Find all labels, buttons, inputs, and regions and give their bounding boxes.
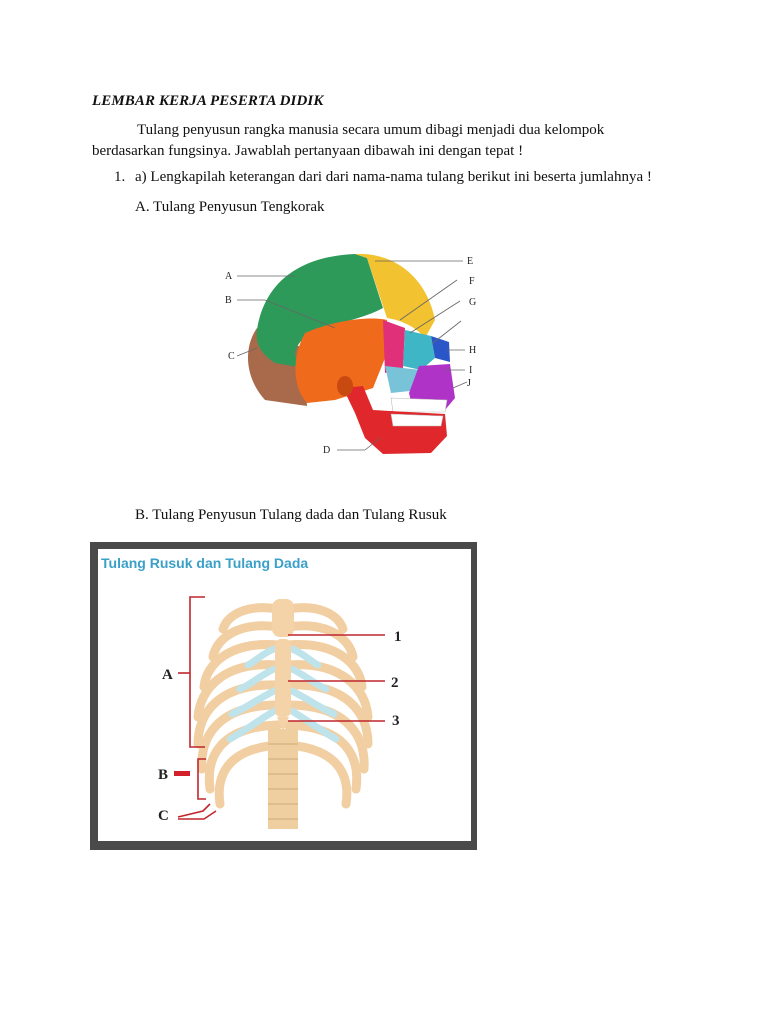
intro-line-1: Tulang penyusun rangka manusia secara umum dibagi menjadi dua kelompok: [137, 122, 605, 138]
question-text: a) Lengkapilah keterangan dari dari nama-nama tulang berikut ini beserta jumlahnya !: [135, 169, 652, 185]
skull-label-i: I: [469, 365, 473, 376]
upper-teeth: [391, 398, 447, 412]
intro-paragraph: [92, 120, 692, 162]
skull-label-h: H: [469, 345, 477, 356]
rib-label-3: 3: [392, 713, 400, 729]
intro-line-2: berdasarkan fungsinya. Jawablah pertanyaan dibawah ini dengan tepat !: [92, 143, 524, 159]
rib-label-1: 1: [394, 629, 402, 645]
rib-label-c: C: [158, 808, 169, 824]
skull-label-g: G: [469, 297, 477, 308]
section-b-heading: B. Tulang Penyusun Tulang dada dan Tulang Rusuk: [135, 507, 447, 523]
skull-diagram: [195, 238, 495, 473]
rib-label-b: B: [158, 767, 169, 783]
sphenoid-bone: [383, 320, 405, 373]
skull-label-f: F: [469, 276, 475, 287]
question-number: 1.: [114, 169, 126, 185]
section-a-heading: A. Tulang Penyusun Tengkorak: [135, 199, 325, 215]
rib-label-a: A: [162, 667, 173, 683]
ribcage-diagram: [98, 549, 471, 841]
skull-label-b: B: [225, 295, 232, 306]
manubrium: [272, 599, 294, 637]
skull-label-j: J: [467, 378, 471, 389]
skull-label-a: A: [225, 271, 233, 282]
worksheet-title: LEMBAR KERJA PESERTA DIDIK: [92, 93, 324, 109]
ear-canal: [337, 376, 353, 396]
ribcage-image-title: Tulang Rusuk dan Tulang Dada: [101, 555, 309, 571]
skull-label-c: C: [228, 351, 235, 362]
lower-teeth: [391, 414, 443, 426]
skull-label-e: E: [467, 256, 474, 267]
question-1: [114, 169, 652, 186]
bracket-b-marker: [174, 771, 190, 776]
skull-label-d: D: [323, 445, 331, 456]
ethmoid-bone: [403, 330, 435, 370]
sternum-body: [275, 639, 291, 717]
rib-label-2: 2: [391, 675, 399, 691]
